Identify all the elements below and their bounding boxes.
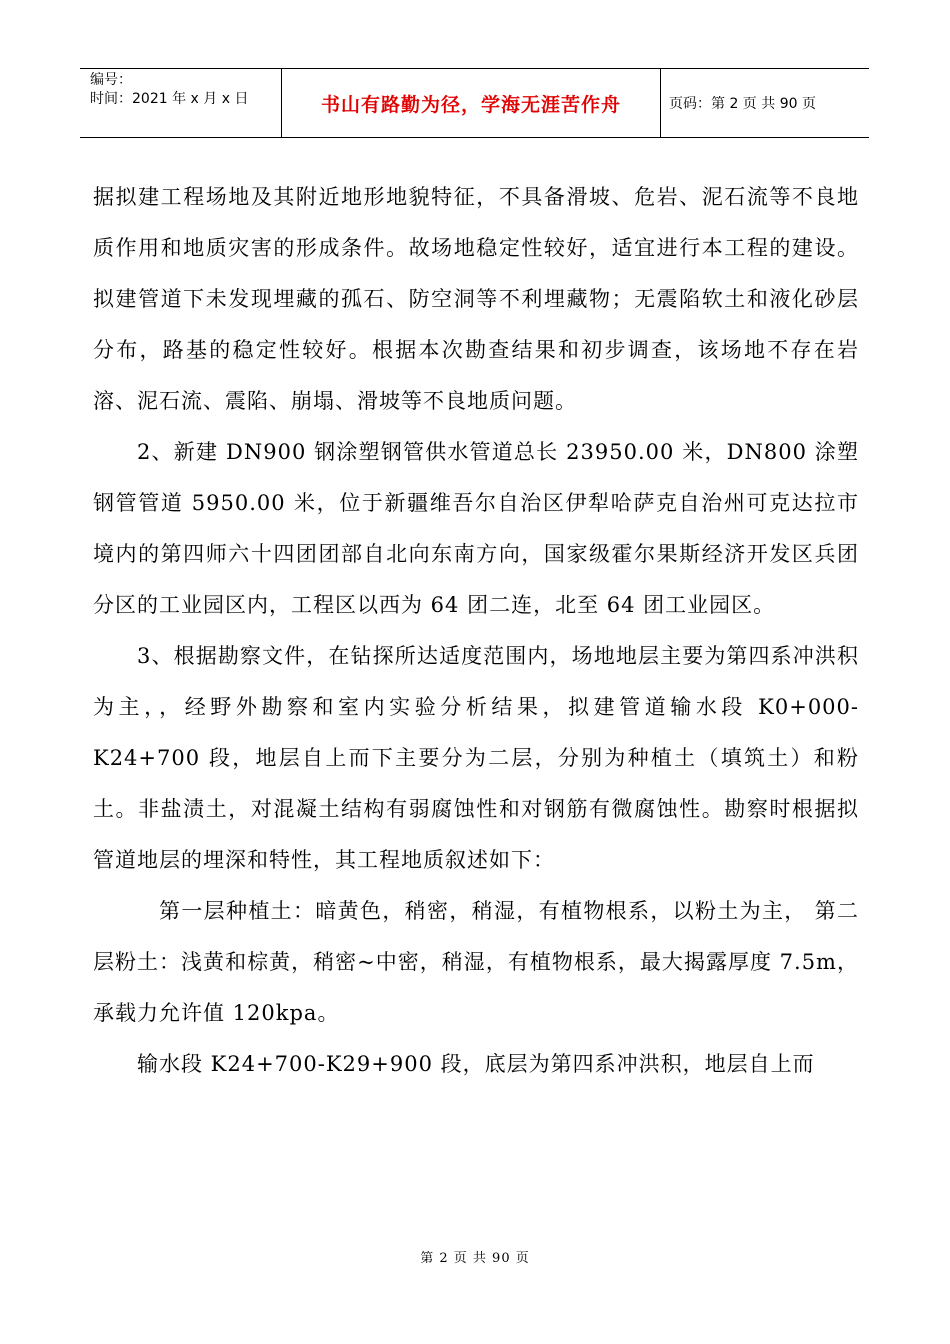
header-motto: 书山有路勤为径，学海无涯苦作舟 xyxy=(282,69,661,137)
page-footer: 第 2 页 共 90 页 xyxy=(420,1251,530,1266)
page-header xyxy=(80,68,869,138)
document-body xyxy=(93,172,859,1090)
body-paragraph-1: 据拟建工程场地及其附近地形地貌特征，不具备滑坡、危岩、泥石流等不良地质作用和地质灾害的形成条件。故场地稳定性较好，适宜进行本工程的建设。拟建管道下未发现埋藏的孤石、防空洞等不利埋藏物；无震陷软土和液化砂层分布，路基的稳定性较好。根据本次勘查结果和初步调查，该场地不存在岩溶、泥石流、震陷、崩塌、滑坡等不良地质问题。 xyxy=(93,185,859,413)
body-paragraph-3: 3、根据勘察文件，在钻探所达适度范围内，场地地层主要为第四系冲洪积为主，，经野外勘察和室内实验分析结果，拟建管道输水段 K0+000-K24+700 段，地层自上而下主要分为二层，分别为种植土（填筑土）和粉土。非盐渍土，对混凝土结构有弱腐蚀性和对钢筋有微腐蚀性。勘察时根据拟管道地层的埋深和特性，其工程地质叙述如下： xyxy=(93,644,859,872)
document-date: 时间：2021 年 x 月 x 日 xyxy=(90,91,249,107)
header-page-info: 页码：第 2 页 共 90 页 xyxy=(669,96,816,112)
header-meta xyxy=(80,69,282,137)
body-paragraph-5: 输水段 K24+700-K29+900 段，底层为第四系冲洪积，地层自上而 xyxy=(137,1052,815,1076)
document-number-label: 编号： xyxy=(90,72,132,88)
body-paragraph-4: 第一层种植土：暗黄色，稍密，稍湿，有植物根系，以粉土为主， 第二层粉土：浅黄和棕黄，稍密~中密，稍湿，有植物根系，最大揭露厚度 7.5m，承载力允许值 120kpa。 xyxy=(93,899,859,1025)
body-paragraph-2: 2、新建 DN900 钢涂塑钢管供水管道总长 23950.00 米，DN800 涂塑钢管管道 5950.00 米，位于新疆维吾尔自治区伊犁哈萨克自治州可克达拉市境内的第四师六十四团团部自北向东南方向，国家级霍尔果斯经济开发区兵团分区的工业园区内，工程区以西为 64 团二连，北至 64 团工业园区。 xyxy=(93,440,859,617)
